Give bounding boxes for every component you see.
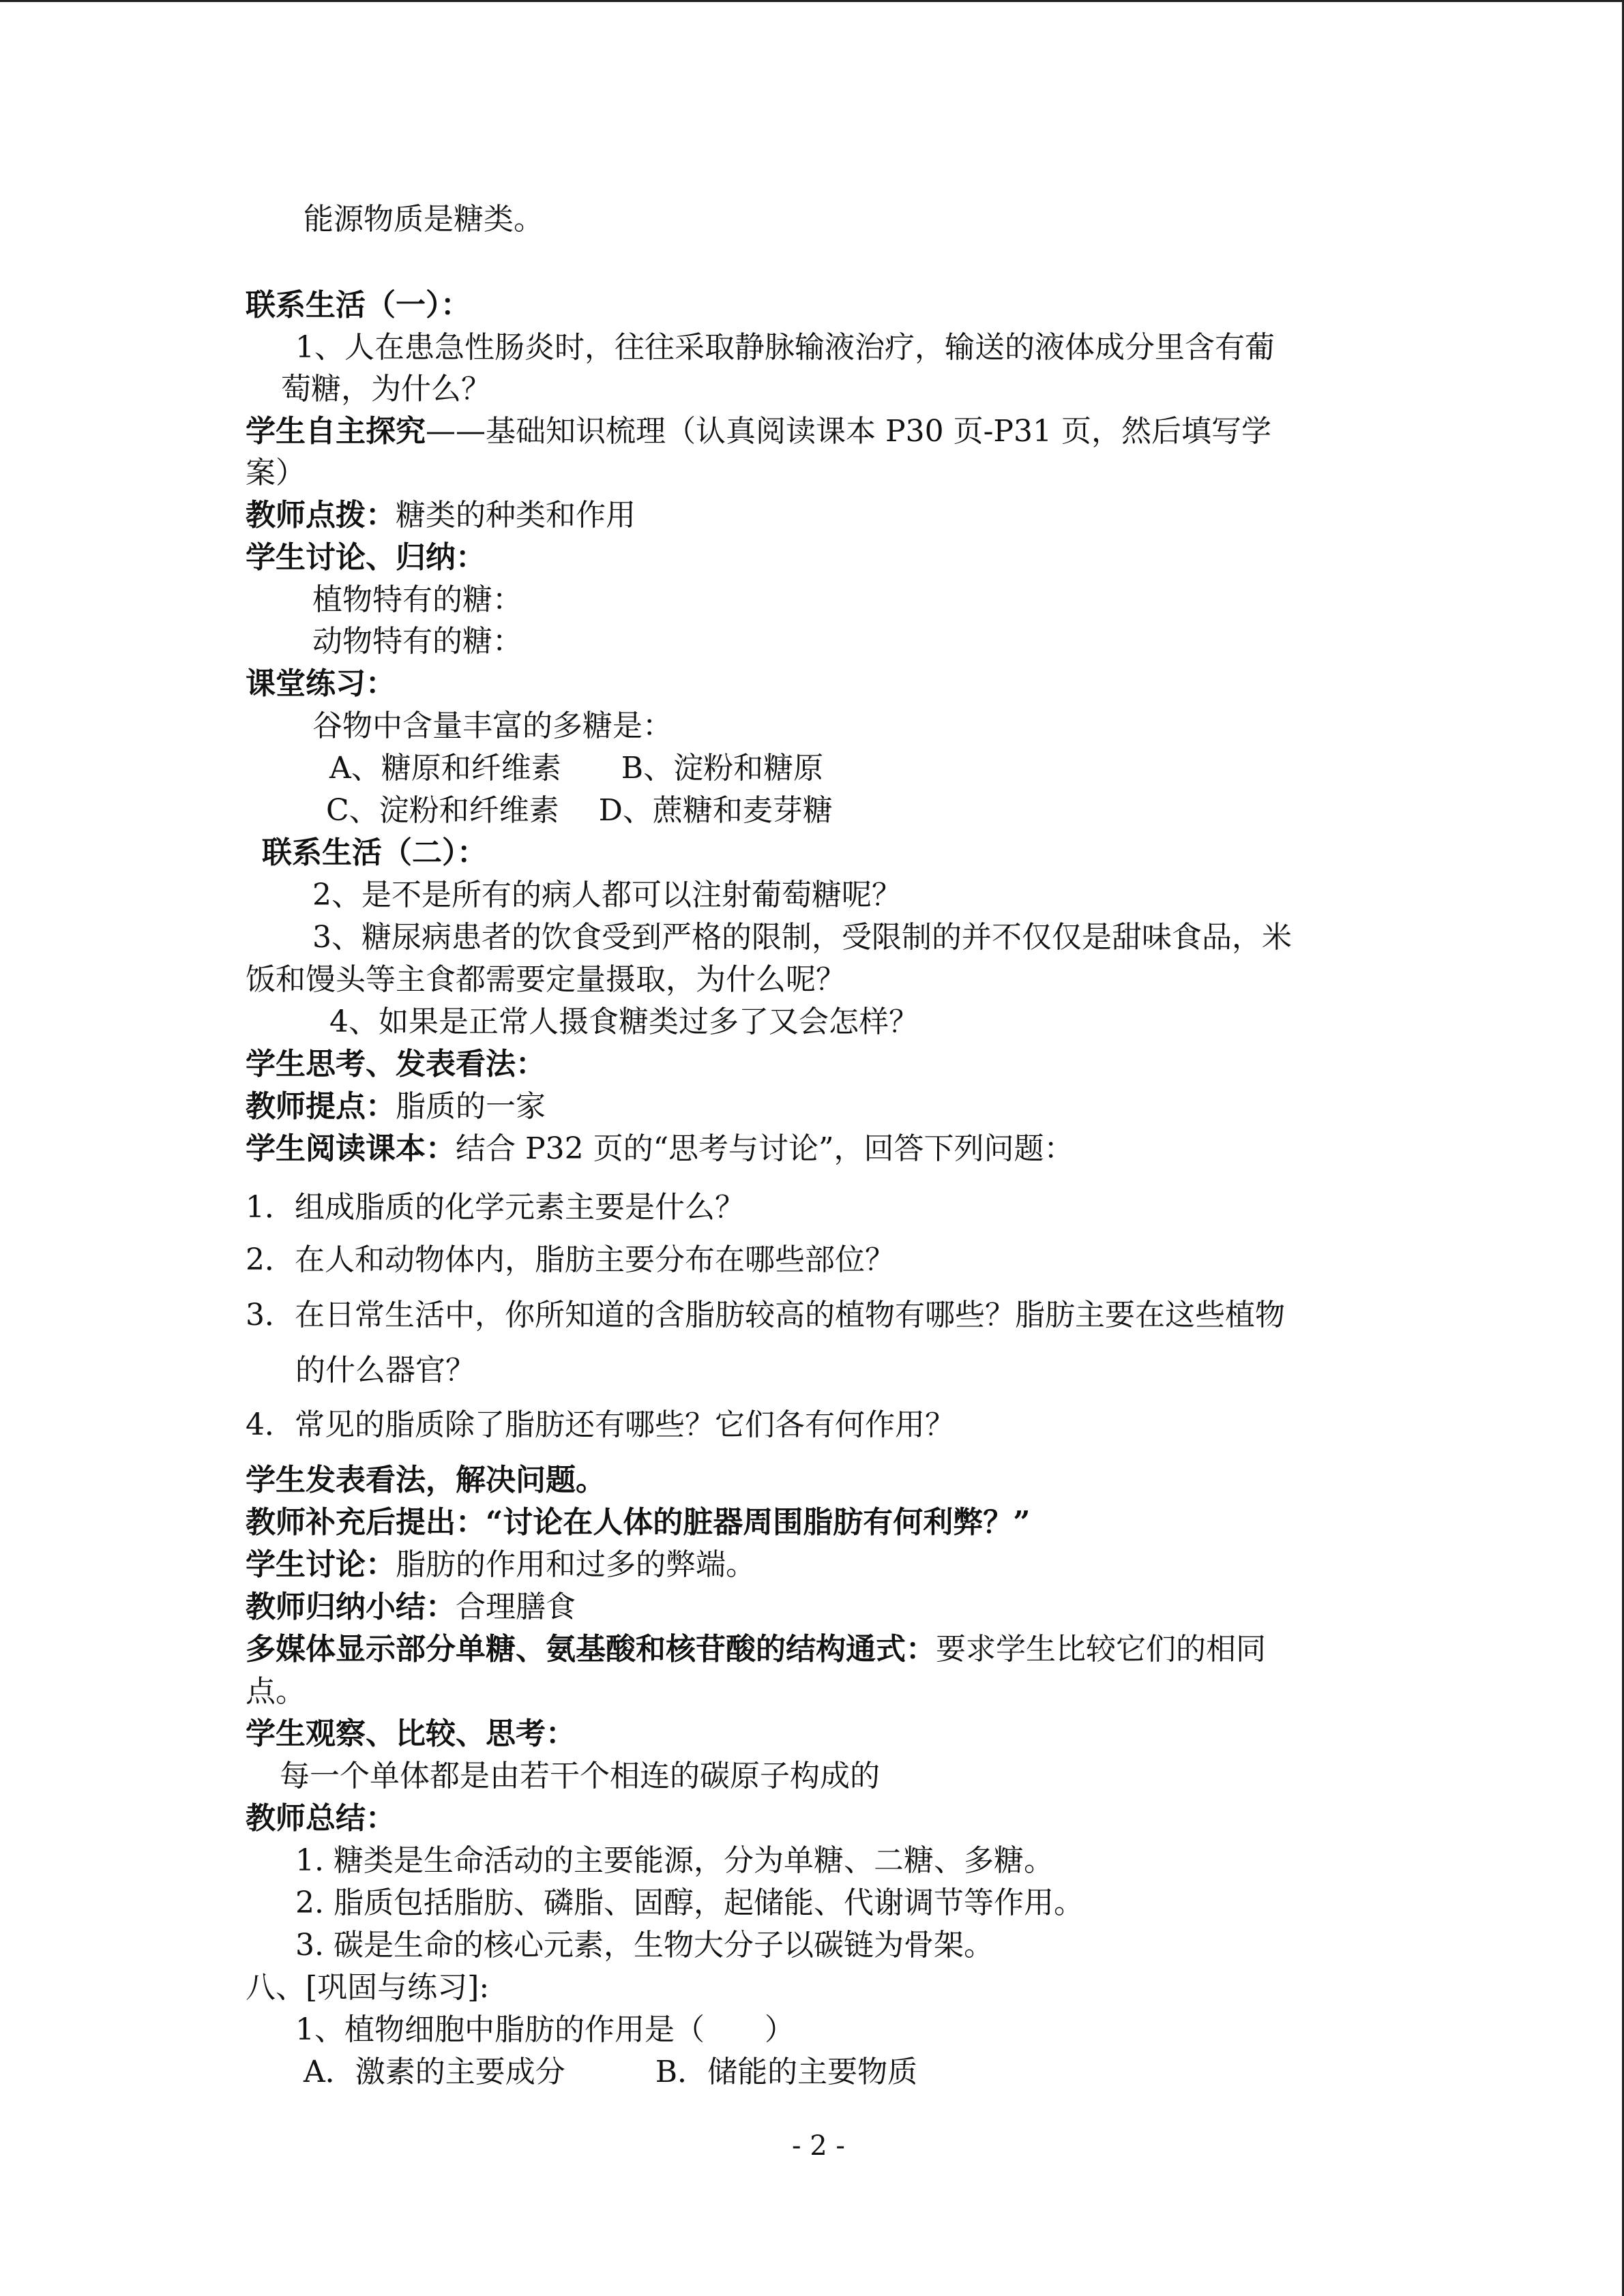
text-line: [246, 1130, 1074, 1168]
text-line: 1、人在患急性肠炎时，往往采取静脉输液治疗，输送的液体成分里含有葡: [295, 330, 1275, 365]
question-item: 4．常见的脂质除了脂肪还有哪些？它们各有何作用？: [246, 1407, 955, 1442]
inline-heading: 多媒体显示部分单糖、氨基酸和核苷酸的结构通式：: [246, 1632, 936, 1667]
inline-heading: 教师点拨：: [246, 498, 396, 533]
inline-text: 脂肪的作用和过多的弊端。: [396, 1547, 756, 1582]
inline-text: 糖类的种类和作用: [396, 498, 636, 533]
text-line: 案）: [246, 456, 306, 490]
text-line: [246, 1588, 576, 1626]
text-line: 每一个单体都是由若干个相连的碳原子构成的: [280, 1759, 880, 1793]
answer-options: A、糖原和纤维素 B、淀粉和糖原: [329, 751, 824, 786]
section-heading: 课堂练习：: [246, 666, 396, 701]
text-line: 饭和馒头等主食都需要定量摄取，为什么呢？: [246, 962, 846, 997]
section-heading: 学生讨论、归纳：: [246, 540, 486, 575]
inline-heading: 教师提点：: [246, 1089, 396, 1124]
section-heading: 八、[巩固与练习]:: [246, 1970, 490, 2005]
text-line: [246, 413, 1271, 451]
text-line: 动物特有的糖：: [312, 624, 522, 659]
summary-item: 2. 脂质包括脂肪、磷脂、固醇，起储能、代谢调节等作用。: [295, 1885, 1084, 1920]
question-item: 1、植物细胞中脂肪的作用是（ ）: [295, 2012, 795, 2047]
section-heading: 教师补充后提出：“讨论在人体的脏器周围脂肪有何利弊？”: [246, 1505, 1031, 1540]
summary-item: 1. 糖类是生命活动的主要能源，分为单糖、二糖、多糖。: [295, 1843, 1054, 1878]
text-line: [246, 1546, 756, 1584]
section-heading: 教师总结：: [246, 1801, 396, 1836]
inline-heading: 教师归纳小结：: [246, 1590, 456, 1624]
inline-text: 要求学生比较它们的相同: [936, 1632, 1266, 1667]
text-line: 4、如果是正常人摄食糖类过多了又会怎样？: [329, 1004, 919, 1039]
answer-options: C、淀粉和纤维素 D、蔗糖和麦芽糖: [326, 793, 833, 828]
inline-text: ——基础知识梳理（认真阅读课本 P30 页-P31 页，然后填写学: [426, 414, 1272, 449]
inline-text: 合理膳食: [456, 1590, 576, 1624]
inline-text: 结合 P32 页的“思考与讨论”，回答下列问题：: [456, 1131, 1074, 1166]
section-heading: 联系生活（一）：: [246, 288, 471, 323]
question-item-continued: 的什么器官？: [295, 1353, 475, 1388]
inline-heading: 学生自主探究: [246, 414, 426, 449]
text-line: 3、糖尿病患者的饮食受到严格的限制，受限制的并不仅仅是甜味食品，米: [312, 920, 1292, 955]
text-line: 植物特有的糖：: [312, 582, 522, 617]
text-line: [246, 1630, 1266, 1669]
inline-heading: 学生讨论：: [246, 1547, 396, 1582]
text-line: [246, 1088, 546, 1126]
section-heading: 学生观察、比较、思考：: [246, 1716, 576, 1751]
page-number: - 2 -: [792, 2130, 845, 2162]
section-heading: 联系生活（二）：: [262, 835, 487, 870]
summary-item: 3. 碳是生命的核心元素，生物大分子以碳链为骨架。: [295, 1928, 994, 1963]
question-item: 3．在日常生活中，你所知道的含脂肪较高的植物有哪些？脂肪主要在这些植物: [246, 1298, 1285, 1332]
text-line: [246, 496, 636, 535]
text-line: 能源物质是糖类。: [304, 202, 544, 237]
inline-text: 脂质的一家: [396, 1089, 546, 1124]
inline-heading: 学生阅读课本：: [246, 1131, 456, 1166]
answer-options: A．激素的主要成分 B．储能的主要物质: [304, 2055, 918, 2089]
question-item: 2．在人和动物体内，脂肪主要分布在哪些部位？: [246, 1242, 895, 1277]
section-heading: 学生发表看法，解决问题。: [246, 1463, 606, 1497]
question-item: 1．组成脂质的化学元素主要是什么？: [246, 1190, 745, 1225]
section-heading: 学生思考、发表看法：: [246, 1047, 546, 1082]
text-line: 谷物中含量丰富的多糖是：: [312, 709, 673, 743]
text-line: 2、是不是所有的病人都可以注射葡萄糖呢？: [312, 878, 902, 912]
text-line: 萄糖，为什么？: [281, 372, 491, 406]
text-line: 点。: [246, 1674, 306, 1709]
